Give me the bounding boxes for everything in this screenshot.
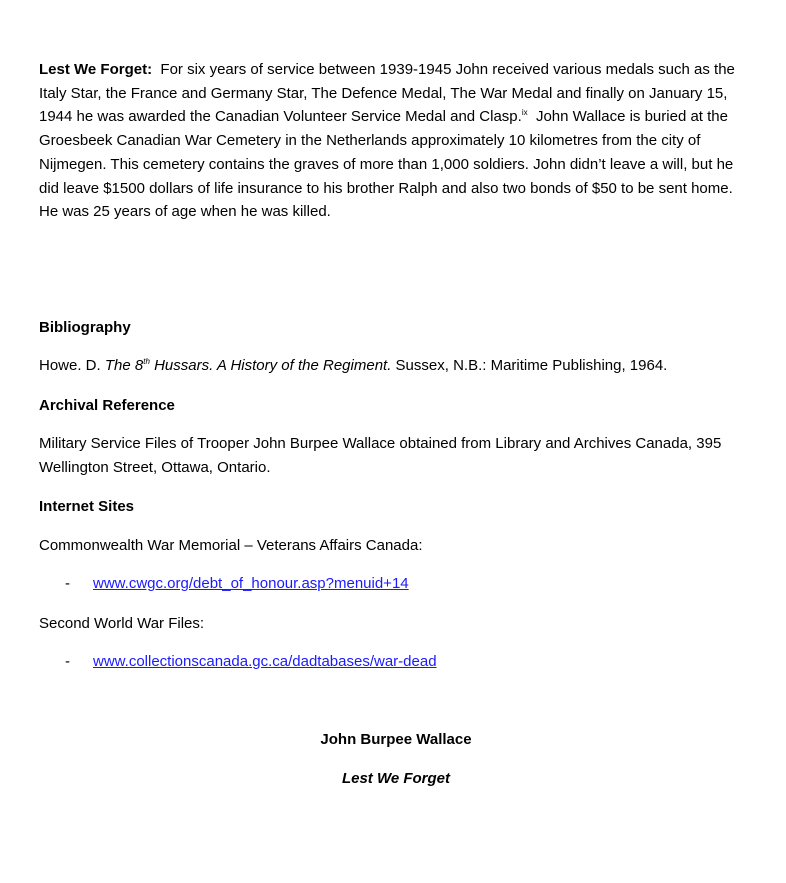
internet-heading: Internet Sites (39, 498, 135, 515)
bibliography-entry (39, 354, 667, 378)
bibliography-title-sup: th (143, 357, 150, 366)
archival-line-2: Wellington Street, Ottawa, Ontario. (39, 459, 271, 476)
footnote-marker: ix (521, 108, 528, 118)
site1-label: Commonwealth War Memorial – Veterans Affairs Canada: (39, 537, 423, 554)
site2-link[interactable]: www.collectionscanada.gc.ca/dadtabases/war-dead (93, 653, 437, 670)
bibliography-publisher: Sussex, N.B.: Maritime Publishing, 1964. (395, 357, 668, 374)
bibliography-title-pre: The 8 (104, 357, 144, 374)
site2-label: Second World War Files: (39, 615, 205, 632)
intro-paragraph (39, 58, 751, 224)
intro-label: Lest We Forget: (39, 61, 153, 78)
archival-line-1: Military Service Files of Trooper John Burpee Wallace obtained from Library and Archives Canada, 395 (39, 435, 722, 452)
site1-list-item (65, 574, 409, 594)
archival-heading: Archival Reference (39, 397, 175, 414)
bibliography-author: Howe. D. (39, 357, 101, 374)
bibliography-title (105, 357, 392, 374)
intro-body: For six years of service between 1939-1945 John received various medals such as the Italy Star, the France and Germany Star, The Defence Medal, The War Medal and finally on January 15, 1944 he was awarded the Canadian Volunteer Service Medal and Clasp. (39, 61, 735, 126)
closing-motto: Lest We Forget (341, 770, 451, 787)
closing-name: John Burpee Wallace (320, 731, 472, 748)
site2-list-item (65, 652, 437, 672)
site1-dash: - (65, 575, 70, 592)
bibliography-title-post: Hussars. A History of the Regiment. (154, 357, 392, 374)
bibliography-heading: Bibliography (39, 319, 131, 336)
site1-link[interactable]: www.cwgc.org/debt_of_honour.asp?menuid+14 (93, 575, 409, 592)
site2-dash: - (65, 653, 70, 670)
intro-body-continued: John Wallace is buried at the Groesbeek Canadian War Cemetery in the Netherlands approximately 10 kilometres from the city of Nijmegen. This cemetery contains the graves of more than 1,000 soldiers. John didn’t leave a will, but he did leave $1500 dollars of life insurance to his brother Ralph and also two bonds of $50 to be sent home. He was 25 years of age when he was killed. (39, 108, 734, 221)
